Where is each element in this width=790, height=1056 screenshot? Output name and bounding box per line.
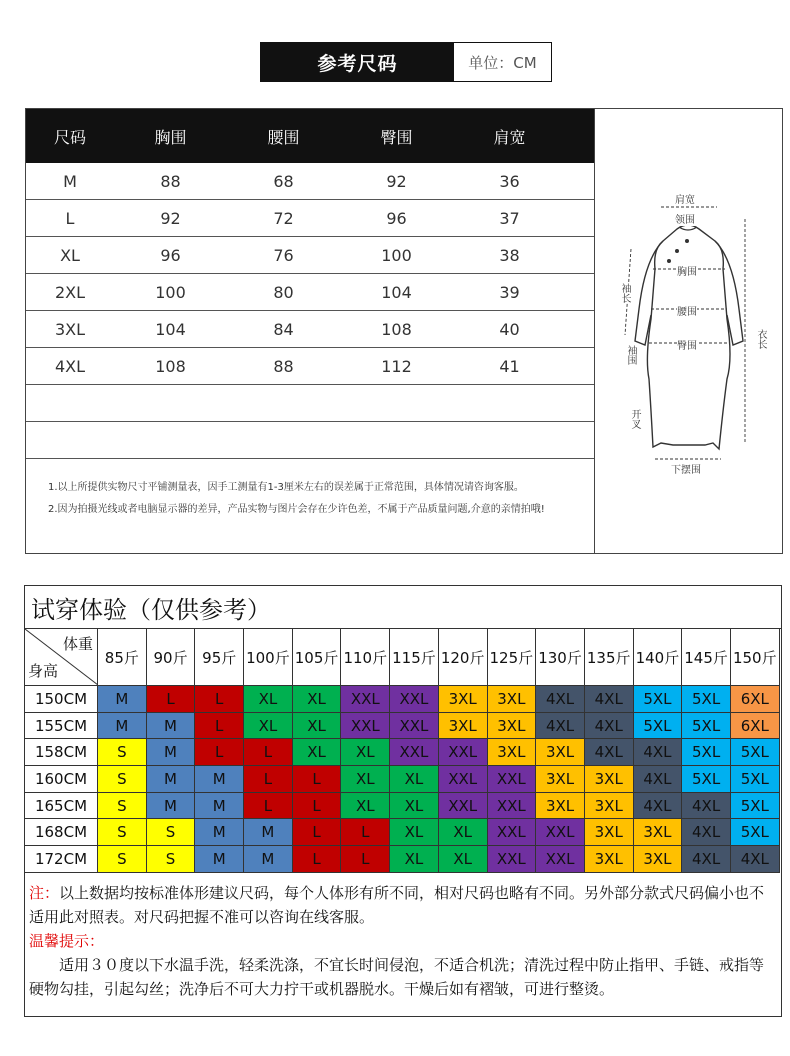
size-cell: 104	[381, 282, 412, 302]
fit-note	[29, 881, 777, 929]
label-length: 衣长	[755, 329, 766, 349]
fit-size-cell: XL	[390, 846, 439, 873]
corner-height-label: 身高	[28, 662, 59, 680]
height-header: 155CM	[25, 713, 98, 740]
fit-size-cell: 6XL	[731, 686, 780, 713]
fit-size-cell: M	[147, 793, 196, 820]
weight-header: 85斤	[98, 629, 147, 686]
fit-size-cell: M	[98, 686, 147, 713]
size-cell: L	[65, 208, 75, 228]
weight-header: 100斤	[244, 629, 293, 686]
label-sleeve: 袖长	[619, 283, 630, 303]
fit-size-cell: XL	[293, 713, 342, 740]
size-cell: 41	[499, 356, 520, 376]
fit-size-cell: 4XL	[536, 686, 585, 713]
label-slit: 开叉	[629, 409, 640, 429]
size-row	[26, 274, 594, 311]
size-cell: 88	[273, 356, 294, 376]
weight-header: 120斤	[439, 629, 488, 686]
fit-size-cell: 3XL	[536, 766, 585, 793]
qipao-measurement-figure	[595, 109, 782, 553]
label-waist: 腰围	[677, 303, 697, 318]
fit-size-cell: 4XL	[634, 766, 683, 793]
fit-size-cell: L	[244, 766, 293, 793]
note-label: 注：	[29, 883, 60, 902]
size-cell: 37	[499, 208, 520, 228]
fit-size-cell: M	[98, 713, 147, 740]
fit-size-cell: XXL	[341, 686, 390, 713]
size-cell: 104	[155, 319, 186, 339]
size-cell: 96	[160, 245, 181, 265]
col-size: 尺码	[53, 127, 86, 147]
fit-size-cell: L	[147, 686, 196, 713]
fit-size-cell: XL	[244, 713, 293, 740]
size-row	[26, 200, 594, 237]
fit-size-cell: 3XL	[439, 686, 488, 713]
fit-size-cell: 4XL	[585, 739, 634, 766]
size-cell: 80	[273, 282, 294, 302]
fit-size-cell: L	[341, 819, 390, 846]
header-unit: 单位：CM	[468, 53, 537, 72]
size-cell: 92	[160, 208, 181, 228]
height-header: 160CM	[25, 766, 98, 793]
note-line: 1.以上所提供实物尺寸平铺测量表，因手工测量有1-3厘米左右的误差属于正常范围，具体情况请咨询客服。	[48, 482, 524, 493]
size-cell: 76	[273, 245, 294, 265]
fit-size-cell: XL	[293, 739, 342, 766]
fit-size-cell: 3XL	[634, 846, 683, 873]
size-cell: 4XL	[54, 356, 86, 376]
fit-size-cell: M	[195, 846, 244, 873]
fit-size-cell: XXL	[439, 739, 488, 766]
fit-size-cell: 5XL	[731, 766, 780, 793]
fit-size-cell: L	[293, 793, 342, 820]
fit-size-cell: S	[98, 793, 147, 820]
fit-size-cell: XXL	[439, 766, 488, 793]
size-reference-header	[260, 42, 552, 82]
size-notes	[26, 459, 594, 521]
fit-size-cell: XL	[341, 739, 390, 766]
fit-size-cell: 4XL	[731, 846, 780, 873]
fit-size-cell: M	[195, 793, 244, 820]
fit-title: 试穿体验（仅供参考）	[25, 586, 781, 629]
fit-size-cell: 4XL	[682, 793, 731, 820]
tips-label: 温馨提示：	[29, 931, 105, 950]
fit-size-cell: L	[195, 739, 244, 766]
size-cell: 96	[386, 208, 407, 228]
size-cell: 68	[273, 171, 294, 191]
size-cell: 92	[386, 171, 407, 191]
weight-header: 145斤	[682, 629, 731, 686]
fit-size-cell: XL	[293, 686, 342, 713]
size-row	[26, 163, 594, 200]
fit-size-cell: 5XL	[634, 686, 683, 713]
size-cell: 36	[499, 171, 520, 191]
height-header: 168CM	[25, 819, 98, 846]
note-line: 2.因为拍摄光线或者电脑显示器的差异，产品实物与图片会存在少许色差，不属于产品质量问题,介意的亲情拍哦!	[48, 504, 545, 515]
fit-size-cell: 3XL	[488, 686, 537, 713]
fit-size-cell: 5XL	[682, 766, 731, 793]
label-chest: 胸围	[677, 263, 697, 278]
fit-size-cell: 5XL	[731, 819, 780, 846]
fit-size-cell: L	[195, 713, 244, 740]
empty-row	[26, 422, 594, 459]
fit-size-cell: S	[147, 819, 196, 846]
note-text: 以上数据均按标准体形建议尺码，每个人体形有所不同，相对尺码也略有不同。另外部分款式尺码偏小也不适用此对照表。对尺码把握不准可以咨询在线客服。	[29, 883, 765, 926]
fit-size-cell: XL	[390, 819, 439, 846]
fit-size-cell: 3XL	[536, 739, 585, 766]
fit-size-cell: XL	[341, 766, 390, 793]
fit-size-cell: L	[293, 846, 342, 873]
col-shoulder: 肩宽	[493, 127, 526, 147]
fit-size-cell: 3XL	[439, 713, 488, 740]
fit-size-cell: 4XL	[585, 686, 634, 713]
fit-size-cell: 3XL	[585, 793, 634, 820]
fit-size-cell: 5XL	[682, 713, 731, 740]
size-cell: 108	[155, 356, 186, 376]
fit-size-cell: XL	[244, 686, 293, 713]
fit-size-cell: XXL	[488, 819, 537, 846]
size-cell: 108	[381, 319, 412, 339]
header-title: 参考尺码	[261, 43, 454, 81]
fit-size-cell: XXL	[536, 819, 585, 846]
size-row	[26, 311, 594, 348]
fit-size-cell: M	[244, 846, 293, 873]
col-hip: 臀围	[380, 127, 413, 147]
fit-size-cell: XXL	[390, 739, 439, 766]
fit-size-cell: 5XL	[682, 739, 731, 766]
weight-header: 125斤	[488, 629, 537, 686]
tips-text: 适用３０度以下水温手洗，轻柔洗涤，不宜长时间侵泡，不适合机洗；清洗过程中防止指甲、手链、戒指等硬物勾挂，引起勾丝；洗净后不可大力拧干或机器脱水。干燥后如有褶皱，可进行整烫。	[29, 955, 765, 998]
weight-header: 140斤	[634, 629, 683, 686]
fit-size-cell: 4XL	[682, 846, 731, 873]
fit-size-cell: XXL	[488, 766, 537, 793]
size-cell: 3XL	[54, 319, 86, 339]
col-chest: 胸围	[154, 127, 187, 147]
fit-size-cell: XXL	[488, 846, 537, 873]
fit-size-cell: L	[244, 793, 293, 820]
fit-size-cell: S	[98, 739, 147, 766]
label-hem: 下摆围	[671, 461, 701, 476]
size-row	[26, 237, 594, 274]
fit-grid	[25, 629, 781, 873]
fit-size-cell: L	[293, 819, 342, 846]
col-waist: 腰围	[267, 127, 300, 147]
fit-size-cell: 3XL	[488, 739, 537, 766]
empty-row	[26, 385, 594, 422]
size-cell: 112	[381, 356, 412, 376]
fit-size-cell: 3XL	[536, 793, 585, 820]
fit-size-cell: 3XL	[585, 846, 634, 873]
size-cell: 84	[273, 319, 294, 339]
fit-size-cell: XXL	[341, 713, 390, 740]
fit-size-cell: M	[195, 766, 244, 793]
fit-size-cell: S	[147, 846, 196, 873]
size-cell: 88	[160, 171, 181, 191]
fit-size-cell: L	[341, 846, 390, 873]
height-header: 172CM	[25, 846, 98, 873]
fit-size-cell: M	[147, 739, 196, 766]
fit-size-cell: 4XL	[634, 739, 683, 766]
fit-size-cell: L	[293, 766, 342, 793]
height-header: 150CM	[25, 686, 98, 713]
fit-size-cell: XL	[390, 766, 439, 793]
weight-header: 110斤	[341, 629, 390, 686]
fit-size-cell: XL	[341, 793, 390, 820]
fit-size-cell: 3XL	[488, 713, 537, 740]
size-table	[26, 109, 595, 553]
fit-size-cell: 3XL	[634, 819, 683, 846]
fit-size-cell: XL	[439, 846, 488, 873]
size-cell: 100	[155, 282, 186, 302]
fit-notes	[25, 873, 781, 1001]
weight-header: 150斤	[731, 629, 780, 686]
fit-size-cell: M	[195, 819, 244, 846]
fit-size-cell: 5XL	[731, 793, 780, 820]
size-cell: M	[63, 171, 77, 191]
fit-size-cell: XXL	[390, 686, 439, 713]
fit-size-cell: 5XL	[682, 686, 731, 713]
height-header: 165CM	[25, 793, 98, 820]
fit-experience-table	[24, 585, 782, 1017]
fit-size-cell: L	[195, 686, 244, 713]
corner-weight-label: 体重	[62, 635, 93, 653]
fit-size-cell: 4XL	[634, 793, 683, 820]
size-table-header	[26, 109, 594, 163]
fit-size-cell: 3XL	[585, 766, 634, 793]
fit-size-cell: S	[98, 846, 147, 873]
weight-header: 135斤	[585, 629, 634, 686]
fit-size-cell: XL	[439, 819, 488, 846]
fit-size-cell: S	[98, 766, 147, 793]
size-cell: 72	[273, 208, 294, 228]
height-header: 158CM	[25, 739, 98, 766]
fit-size-cell: M	[147, 766, 196, 793]
size-cell: 40	[499, 319, 520, 339]
weight-header: 130斤	[536, 629, 585, 686]
fit-size-cell: S	[98, 819, 147, 846]
size-cell: XL	[60, 245, 80, 265]
fit-size-cell: XL	[390, 793, 439, 820]
weight-header: 95斤	[195, 629, 244, 686]
fit-size-cell: M	[244, 819, 293, 846]
fit-size-cell: 4XL	[682, 819, 731, 846]
label-hip: 臀围	[677, 337, 697, 352]
weight-header: 90斤	[147, 629, 196, 686]
fit-size-cell: 5XL	[634, 713, 683, 740]
fit-size-cell: XXL	[536, 846, 585, 873]
fit-size-cell: 4XL	[536, 713, 585, 740]
size-cell: 38	[499, 245, 520, 265]
fit-size-cell: XXL	[390, 713, 439, 740]
size-cell: 2XL	[54, 282, 86, 302]
size-row	[26, 348, 594, 385]
fit-size-cell: L	[244, 739, 293, 766]
size-cell: 39	[499, 282, 520, 302]
size-cell: 100	[381, 245, 412, 265]
fit-size-cell: XXL	[488, 793, 537, 820]
fit-size-cell: 3XL	[585, 819, 634, 846]
fit-size-cell: 5XL	[731, 739, 780, 766]
corner-cell	[25, 629, 98, 686]
label-collar: 领围	[675, 211, 695, 226]
size-chart	[25, 108, 783, 554]
fit-size-cell: M	[147, 713, 196, 740]
label-cuff: 袖围	[625, 345, 636, 365]
weight-header: 105斤	[293, 629, 342, 686]
fit-size-cell: XXL	[439, 793, 488, 820]
weight-header: 115斤	[390, 629, 439, 686]
fit-size-cell: 6XL	[731, 713, 780, 740]
fit-size-cell: 4XL	[585, 713, 634, 740]
label-shoulder: 肩宽	[675, 191, 695, 206]
